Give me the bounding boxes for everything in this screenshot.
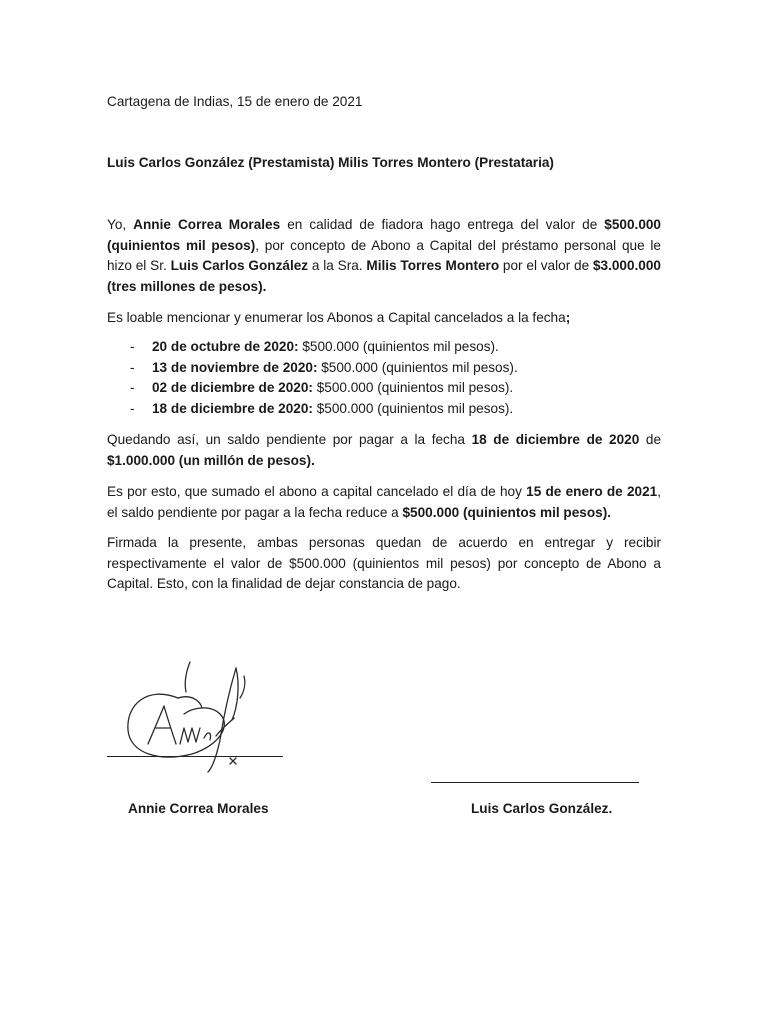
- handwritten-signature-icon: [100, 658, 270, 778]
- payment-date: 20 de octubre de 2020:: [152, 339, 299, 354]
- list-bullet: -: [130, 400, 135, 416]
- borrower-name: Milis Torres Montero: [366, 258, 500, 273]
- text-segment: Es loable mencionar y enumerar los Abonos a Capital cancelados a la fecha: [107, 310, 566, 325]
- text-segment: , por concepto de Abono a Capital del préstamo personal que le hizo el Sr.: [107, 237, 661, 273]
- payment-amount: $500.000 (quinientos mil pesos).: [298, 339, 499, 354]
- text-segment: a la Sra.: [308, 258, 367, 273]
- paragraph-list-intro: [107, 310, 570, 325]
- agreement-text: Firmada la presente, ambas personas quedan de acuerdo en entregar y recibir respectivamente el valor de $500.000 (quinientos mil pesos) por concepto de Abono a Capital. Esto, con la finalidad de dejar constancia de pago.: [107, 535, 661, 591]
- text-segment: , el saldo pendiente por pagar a la fecha reduce a: [107, 484, 661, 520]
- payment-date: 13 de noviembre de 2020:: [152, 359, 318, 375]
- loan-amount: $3.000.000 (tres millones de pesos).: [107, 258, 661, 294]
- text-segment: ;: [565, 310, 571, 325]
- signer-name-right: Luis Carlos González.: [471, 801, 613, 816]
- payment-amount: $500.000 (quinientos mil pesos).: [317, 359, 518, 375]
- payment-amount: $500.000 (quinientos mil pesos).: [312, 380, 514, 395]
- delivered-amount: $500.000 (quinientos mil pesos): [107, 217, 661, 253]
- payment-amount: $500.000 (quinientos mil pesos).: [312, 400, 514, 416]
- paragraph-delivery: [107, 215, 661, 297]
- list-bullet: -: [130, 380, 135, 395]
- payment-date: 18 de diciembre de 2020:: [152, 400, 313, 416]
- balance-amount: $1.000.000 (un millón de pesos).: [107, 452, 315, 468]
- payment-today-date: 15 de enero de 2021: [526, 484, 658, 499]
- text-segment: Es por esto, que sumado el abono a capital cancelado el día de hoy: [107, 484, 527, 499]
- payments-list: [107, 337, 518, 419]
- list-item: [107, 337, 518, 358]
- text-segment: por el valor de: [499, 258, 593, 273]
- lender-name: Luis Carlos González: [170, 258, 309, 273]
- text-segment: Quedando así, un saldo pendiente por pagar a la fecha: [107, 432, 472, 447]
- text-segment: en calidad de fiadora hago entrega del valor de: [280, 217, 605, 232]
- list-item: [107, 358, 518, 379]
- signer-name-left: Annie Correa Morales: [128, 801, 269, 816]
- list-bullet: -: [130, 339, 135, 354]
- guarantor-name: Annie Correa Morales: [133, 217, 281, 232]
- payment-date: 02 de diciembre de 2020:: [152, 380, 313, 395]
- signature-line-right: [431, 782, 639, 783]
- place-date: Cartagena de Indias, 15 de enero de 2021: [107, 94, 363, 109]
- paragraph-reduction: [107, 482, 661, 523]
- parties-heading: Luis Carlos González (Prestamista) Milis Torres Montero (Prestataria): [107, 155, 554, 170]
- remaining-amount: $500.000 (quinientos mil pesos).: [402, 504, 612, 520]
- text-segment: Yo,: [107, 217, 134, 232]
- list-bullet: -: [130, 359, 135, 375]
- text-segment: de: [639, 432, 662, 447]
- paragraph-balance: [107, 430, 661, 471]
- signature-line-left: [107, 756, 283, 757]
- list-item: [107, 378, 518, 399]
- list-item: [107, 399, 518, 420]
- paragraph-agreement: [107, 533, 661, 595]
- balance-date: 18 de diciembre de 2020: [471, 432, 640, 447]
